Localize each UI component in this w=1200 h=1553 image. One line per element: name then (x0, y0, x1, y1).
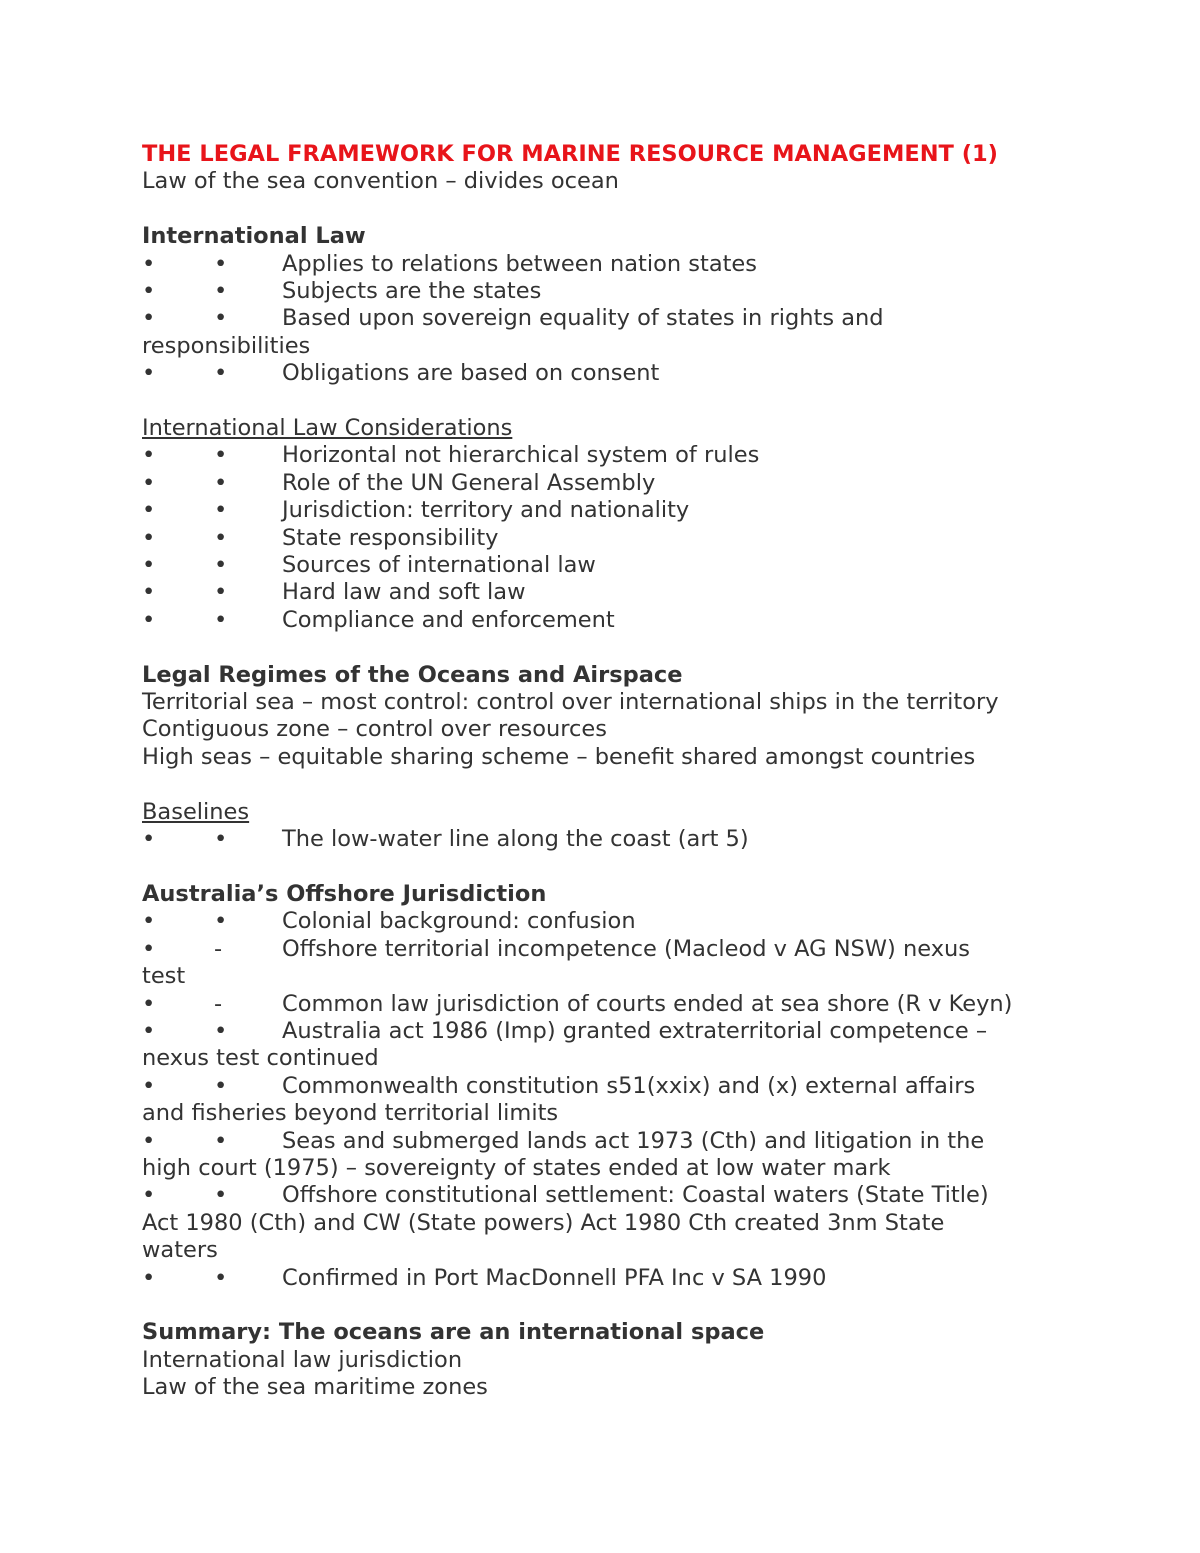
list-item: • • Sources of international law (142, 552, 596, 579)
list-item: • • Offshore constitutional settlement: Coastal waters (State Title) (142, 1182, 989, 1209)
list-item: • • Commonwealth constitution s51(xxix) and (x) external affairs (142, 1072, 976, 1099)
document-title: THE LEGAL FRAMEWORK FOR MARINE RESOURCE MANAGEMENT (1) (142, 141, 998, 167)
list-item: • • Compliance and enforcement (142, 606, 615, 633)
list-item: • • Based upon sovereign equality of states in rights and (142, 305, 884, 332)
list-item: • - Offshore territorial incompetence (Macleod v AG NSW) nexus (142, 935, 970, 962)
baselines-heading: Baselines (142, 798, 250, 825)
list-item: • • Obligations are based on consent (142, 360, 660, 387)
considerations-heading: International Law Considerations (142, 415, 513, 442)
list-item: • • Subjects are the states (142, 278, 542, 305)
list-item: • • Horizontal not hierarchical system of rules (142, 442, 760, 469)
list-item-continuation: test (142, 963, 186, 990)
regime-line: High seas – equitable sharing scheme – benefit shared amongst countries (142, 743, 976, 770)
summary-heading: Summary: The oceans are an international space (142, 1319, 765, 1346)
list-item-continuation: responsibilities (142, 332, 311, 359)
list-item: • • State responsibility (142, 524, 499, 551)
list-item-continuation: high court (1975) – sovereignty of states ended at low water mark (142, 1154, 891, 1181)
list-item: • • Seas and submerged lands act 1973 (Cth) and litigation in the (142, 1127, 985, 1154)
list-item: • - Common law jurisdiction of courts ended at sea shore (R v Keyn) (142, 990, 1013, 1017)
list-item-continuation: waters (142, 1237, 218, 1264)
list-item: • • The low-water line along the coast (art 5) (142, 826, 749, 853)
list-item: • • Confirmed in Port MacDonnell PFA Inc v SA 1990 (142, 1264, 827, 1291)
list-item-continuation: Act 1980 (Cth) and CW (State powers) Act 1980 Cth created 3nm State (142, 1209, 945, 1236)
list-item: • • Applies to relations between nation states (142, 250, 757, 277)
list-item-continuation: nexus test continued (142, 1045, 379, 1072)
regime-line: Territorial sea – most control: control over international ships in the territory (142, 689, 999, 716)
regimes-heading: Legal Regimes of the Oceans and Airspace (142, 661, 683, 688)
document-body (142, 141, 1057, 1402)
list-item-continuation: and fisheries beyond territorial limits (142, 1100, 559, 1127)
offshore-heading: Australia’s Offshore Jurisdiction (142, 880, 547, 907)
intro-line: Law of the sea convention – divides ocean (142, 168, 619, 195)
list-item: • • Jurisdiction: territory and nationality (142, 497, 690, 524)
international-law-heading: International Law (142, 223, 366, 250)
list-item: • • Role of the UN General Assembly (142, 469, 656, 496)
summary-line: International law jurisdiction (142, 1346, 463, 1373)
list-item: • • Australia act 1986 (Imp) granted extraterritorial competence – (142, 1017, 988, 1044)
list-item: • • Hard law and soft law (142, 579, 526, 606)
summary-line: Law of the sea maritime zones (142, 1374, 488, 1401)
regime-line: Contiguous zone – control over resources (142, 716, 607, 743)
list-item: • • Colonial background: confusion (142, 908, 636, 935)
